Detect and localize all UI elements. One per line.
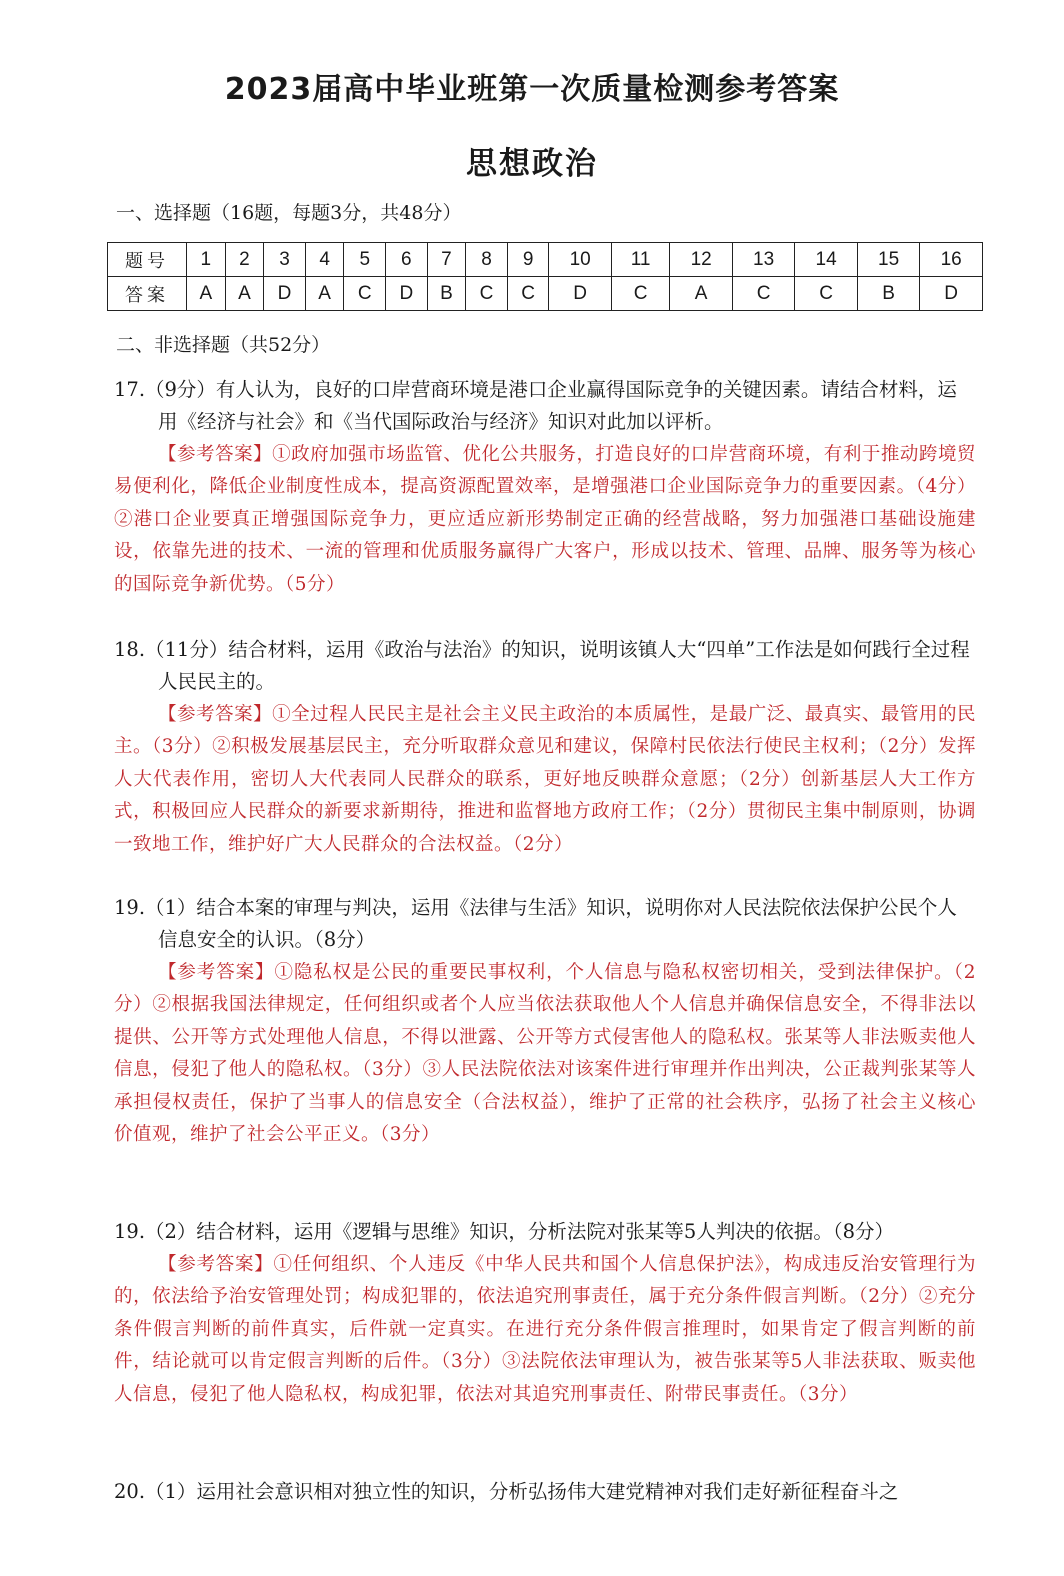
question-19-1-text: 19.（1）结合本案的审理与判决，运用《法律与生活》知识，说明你对人民法院依法保护公民个人信息安全的认识。（8分）	[114, 896, 957, 951]
table-cell-answer: A	[305, 277, 344, 311]
table-cell-answer: A	[187, 277, 226, 311]
table-cell-answer: D	[264, 277, 306, 311]
table-cell-number: 10	[549, 243, 611, 277]
answer-body: ①任何组织、个人违反《中华人民共和国个人信息保护法》，构成违反治安管理行为的，依法给予治安管理处罚；构成犯罪的，依法追究刑事责任，属于充分条件假言判断。（2分）②充分条件假言判断的前件真实，后件就一定真实。在进行充分条件假言推理时，如果肯定了假言判断的前件，结论就可以肯定假言判断的后件。（3分）③法院依法审理认为，被告张某等5人非法获取、贩卖他人信息，侵犯了他人隐私权，构成犯罪，依法对其追究刑事责任、附带民事责任。（3分）	[114, 1254, 976, 1405]
section-nonchoice-label: 二、非选择题（共52分）	[116, 334, 331, 356]
answer-body: ①政府加强市场监管、优化公共服务，打造良好的口岸营商环境，有利于推动跨境贸易便利化，降低企业制度性成本，提高资源配置效率，是增强港口企业国际竞争力的重要因素。（4分）②港口企业要真正增强国际竞争力，更应适应新形势制定正确的经营战略，努力加强港口基础设施建设，依靠先进的技术、一流的管理和优质服务赢得广大客户，形成以技术、管理、品牌、服务等为核心的国际竞争新优势。（5分）	[114, 444, 976, 595]
section-choice-label: 一、选择题（16题，每题3分，共48分）	[116, 202, 462, 224]
table-cell-number: 16	[920, 243, 983, 277]
table-cell-answer: C	[466, 277, 508, 311]
table-cell-number: 7	[427, 243, 466, 277]
table-cell-number: 2	[225, 243, 264, 277]
table-cell-number: 8	[466, 243, 508, 277]
table-cell-number: 3	[264, 243, 306, 277]
table-cell-answer: D	[386, 277, 428, 311]
table-cell-answer: A	[225, 277, 264, 311]
answer-body: ①隐私权是公民的重要民事权利，个人信息与隐私权密切相关，受到法律保护。（2分）②根据我国法律规定，任何组织或者个人应当依法获取他人个人信息并确保信息安全，不得非法以提供、公开等方式处理他人信息，不得以泄露、公开等方式侵害他人的隐私权。张某等人非法贩卖他人信息，侵犯了他人的隐私权。（3分）③人民法院依法对该案件进行审理并作出判决，公正裁判张某等人承担侵权责任，保护了当事人的信息安全（合法权益），维护了正常的社会秩序，弘扬了社会主义核心价值观，维护了社会公平正义。（3分）	[114, 962, 976, 1146]
question-20-1	[114, 1476, 976, 1508]
table-cell-answer: C	[611, 277, 670, 311]
table-cell-answer: A	[670, 277, 732, 311]
table-cell-answer: D	[549, 277, 611, 311]
question-18-text: 18.（11分）结合材料，运用《政治与法治》的知识，说明该镇人大“四单”工作法是如何践行全过程人民民主的。	[114, 638, 970, 693]
question-18	[114, 634, 976, 861]
answer-tag: 【参考答案】	[158, 704, 273, 725]
table-cell-number: 1	[187, 243, 226, 277]
table-cell-number: 5	[344, 243, 386, 277]
table-row-answers	[108, 277, 983, 311]
table-cell-number: 6	[386, 243, 428, 277]
table-cell-number: 12	[670, 243, 732, 277]
table-cell-number: 11	[611, 243, 670, 277]
table-cell-number: 14	[795, 243, 857, 277]
question-17	[114, 374, 976, 601]
question-19-2-answer	[114, 1249, 976, 1411]
question-17-text: 17.（9分）有人认为，良好的口岸营商环境是港口企业赢得国际竞争的关键因素。请结合材料，运用《经济与社会》和《当代国际政治与经济》知识对此加以评析。	[114, 378, 957, 433]
table-cell-answer: C	[732, 277, 794, 311]
table-cell-number: 15	[857, 243, 919, 277]
table-cell-number: 4	[305, 243, 344, 277]
table-header-number: 题号	[108, 243, 187, 277]
question-19-1-answer	[114, 957, 976, 1151]
question-17-answer	[114, 439, 976, 601]
question-18-answer	[114, 699, 976, 861]
question-19-1	[114, 892, 976, 1151]
table-cell-answer: C	[795, 277, 857, 311]
table-cell-number: 9	[507, 243, 549, 277]
table-cell-answer: D	[920, 277, 983, 311]
table-cell-answer: C	[507, 277, 549, 311]
answer-tag: 【参考答案】	[158, 1254, 274, 1275]
subject-title: 思想政治	[466, 146, 598, 182]
table-row-numbers	[108, 243, 983, 277]
table-header-answer: 答案	[108, 277, 187, 311]
question-19-2	[114, 1216, 976, 1411]
page-title: 2023届高中毕业班第一次质量检测参考答案	[224, 72, 840, 107]
table-cell-answer: B	[427, 277, 466, 311]
answer-table	[107, 242, 983, 311]
answer-tag: 【参考答案】	[158, 444, 273, 465]
table-cell-answer: C	[344, 277, 386, 311]
table-cell-answer: B	[857, 277, 919, 311]
answer-body: ①全过程人民民主是社会主义民主政治的本质属性，是最广泛、最真实、最管用的民主。（3分）②积极发展基层民主，充分听取群众意见和建议，保障村民依法行使民主权利；（2分）发挥人大代表作用，密切人大代表同人民群众的联系，更好地反映群众意愿；（2分）创新基层人大工作方式，积极回应人民群众的新要求新期待，推进和监督地方政府工作；（2分）贯彻民主集中制原则，协调一致地工作，维护好广大人民群众的合法权益。（2分）	[114, 704, 976, 855]
question-20-1-text: 20.（1）运用社会意识相对独立性的知识，分析弘扬伟大建党精神对我们走好新征程奋斗之	[114, 1480, 899, 1503]
table-cell-number: 13	[732, 243, 794, 277]
question-19-2-text: 19.（2）结合材料，运用《逻辑与思维》知识，分析法院对张某等5人判决的依据。（8分）	[114, 1220, 894, 1243]
answer-tag: 【参考答案】	[158, 962, 275, 983]
